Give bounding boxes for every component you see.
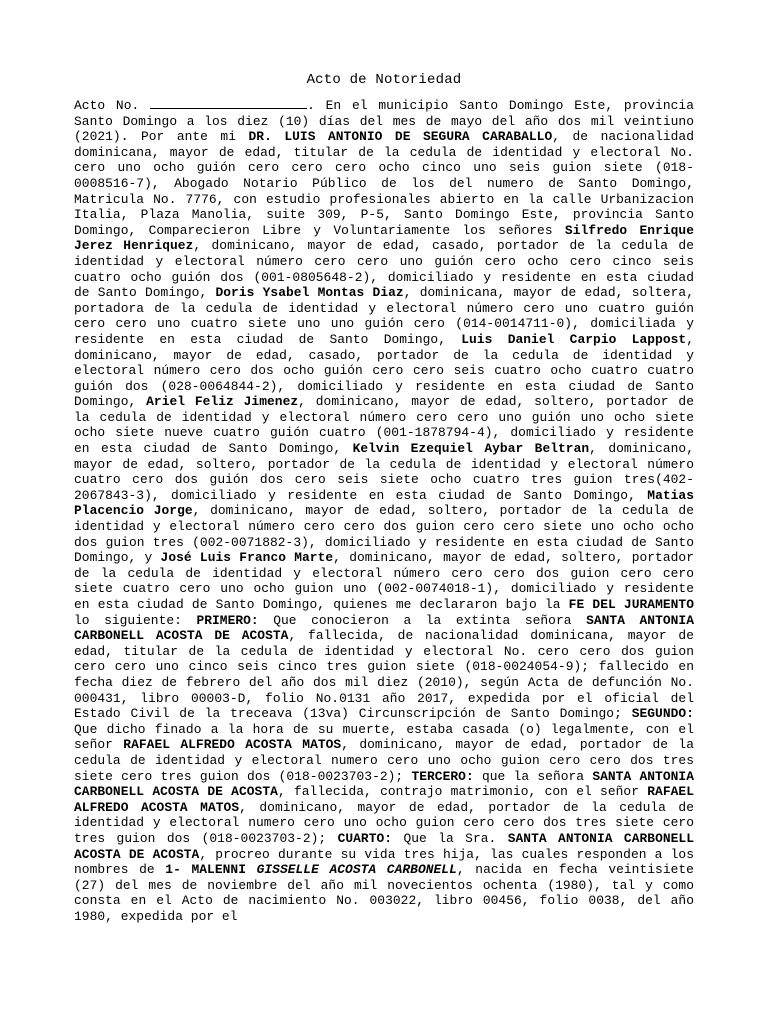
bold-text: 1- MALENNI (165, 862, 257, 878)
bold-text: DR. LUIS ANTONIO DE SEGURA CARABALLO (248, 129, 553, 145)
bold-text: SANTA ANTONIA CARBONELL ACOSTA DE ACOSTA (74, 768, 694, 800)
body-text: , dominicano, mayor de edad, portador de la cedula de identidad y electoral numero cero uno ocho guion cero cero dos tres siete cero tres guion dos (018-0023703-2); (74, 737, 694, 784)
bold-text: RAFAEL ALFREDO ACOSTA MATOS (123, 737, 342, 753)
document-body (74, 97, 694, 924)
body-text: , dominicano, mayor de edad, casado, portador de la cedula de identidad y electoral número cero cero uno guión cero ocho cero cinco seis cuatro ocho guión dos (001-0805648-2), domiciliado y residente en esta ciudad de Santo Domingo, (74, 238, 694, 301)
bold-text: TERCERO: (411, 768, 474, 784)
bold-text: PRIMERO: (196, 612, 259, 628)
document-title: Acto de Notoriedad (306, 72, 462, 88)
bold-text: Matias Placencio Jorge (74, 487, 694, 519)
body-text: , fallecida, de nacionalidad dominicana, mayor de edad, titular de la cedula de identidad y electoral No. cero cero dos guion cero cero uno cinco seis cinco tres guion siete (018-0024054-9); fallecido en fecha diez de febrero del año dos mil diez (2010), según Acta de defunción No. 000431, libro 00003-D, folio No.0131 año 2017, expedida por el oficial del Estado Civil de la treceava (13va) Circunscripción de Santo Domingo; (74, 628, 694, 722)
bold-text: José Luis Franco Marte (160, 550, 334, 566)
bold-text: SANTA ANTONIA CARBONELL ACOSTA DE ACOSTA (74, 612, 694, 644)
bold-text: Kelvin Ezequiel Aybar Beltran (352, 441, 590, 457)
body-text: Que dicho finado a la hora de su muerte, estaba casada (o) legalmente, con el señor (74, 721, 694, 753)
bold-text: Silfredo Enrique Jerez Henriquez (74, 222, 694, 254)
bold-text: SANTA ANTONIA CARBONELL ACOSTA DE ACOSTA (74, 830, 695, 862)
body-text: , dominicano, mayor de edad, soltero, portador de la cedula de identidad y electoral número cuatro cero dos guión dos cero seis siete ocho cuatro tres guion tres(402-2067843-3), domiciliado y residente en esta ciudad de Santo Domingo, (74, 441, 694, 503)
body-text: Que la Sra. (392, 830, 508, 846)
body-text: , dominicano, mayor de edad, soltero, portador de la cedula de identidad y electoral número cero cero uno guión uno ocho siete ocho siete nueve cuatro guión cuatro (001-1878794-4), domiciliado y residente en esta ciudad de Santo Domingo, (74, 394, 694, 457)
bold-text: SEGUNDO: (631, 706, 694, 722)
bold-italic-text: GISSELLE ACOSTA CARBONELL (256, 862, 457, 878)
bold-text: CUARTO: (337, 830, 393, 846)
body-text: , dominicana, mayor de edad, soltera, portadora de la cedula de identidad y electoral número cero uno cuatro guión cero cero uno cuatro siete uno uno guión cero (014-0014711-0), domiciliada y residente en esta ciudad de Santo Domingo, (74, 285, 694, 347)
body-text: , de nacionalidad dominicana, mayor de edad, titular de la cedula de identidad y electoral No. cero uno ocho guión cero cero cero ocho cinco uno seis guion siete (018-0008516-7), Abogado Notario Público de los del numero de Santo Domingo, Matricula No. 7776, con estudio profesionales abierto en la calle Urbanizacion Italia, Plaza Manolia, suite 309, P-5, Santo Domingo Este, provincia Santo Domingo, Comparecieron Libre y Voluntariamente los señores (74, 129, 694, 238)
body-text: , fallecida, contrajo matrimonio, con el señor (277, 784, 648, 800)
bold-text: FE DEL JURAMENTO (568, 597, 694, 612)
body-text: , dominicano, mayor de edad, soltero, portador de la cedula de identidad y electoral número cero cero dos guion cero cero siete cuatro cero uno ocho guion uno (002-0074018-1), domiciliado y residente en esta ciudad de Santo Domingo, quienes me declararon bajo la (74, 550, 694, 612)
blank-line (150, 97, 307, 109)
body-text: , dominicano, mayor de edad, casado, portador de la cedula de identidad y electoral número cero dos ocho guión cero cero seis cuatro ocho cuatro cuatro guión dos (028-0064844-2), domiciliado y residente en esta ciudad de Santo Domingo, (74, 331, 694, 410)
body-text: , dominicano, mayor de edad, portador de la cedula de identidad y electoral numero cero uno ocho guion cero cero dos tres siete cero tres guion dos (018-0023703-2); (74, 799, 694, 846)
body-text: , dominicano, mayor de edad, soltero, portador de la cedula de identidad y electoral número cero cero dos guion cero cero siete uno ocho ocho dos guion tres (002-0071882-3), domiciliado y residente en esta ciudad de Santo Domingo, y (74, 503, 694, 566)
bold-text: Doris Ysabel Montas Diaz (215, 285, 404, 301)
bold-text: Ariel Feliz Jimenez (146, 394, 299, 410)
bold-text: Luis Daniel Carpio Lappost (461, 331, 687, 347)
bold-text: RAFAEL ALFREDO ACOSTA MATOS (74, 784, 694, 815)
body-text: que la señora (473, 768, 593, 784)
body-text: , nacida en fecha veintisiete (27) del mes de noviembre del año mil novecientos ochenta (1980), tal y como consta en el Acto de nacimiento No. 003022, libro 00456, folio 0038, del año 1980, expedida por el (74, 862, 694, 924)
body-text: lo siguiente: (74, 612, 197, 628)
body-text: Acto No. (74, 98, 151, 113)
body-text: , procreo durante su vida tres hija, las cuales responden a los nombres de (74, 846, 694, 878)
body-text: . En el municipio Santo Domingo Este, provincia Santo Domingo a los diez (10) días del mes de mayo del año dos mil veintiuno (2021). Por ante mi (74, 98, 694, 145)
body-text: Que conocieron a la extinta señora (258, 612, 587, 628)
